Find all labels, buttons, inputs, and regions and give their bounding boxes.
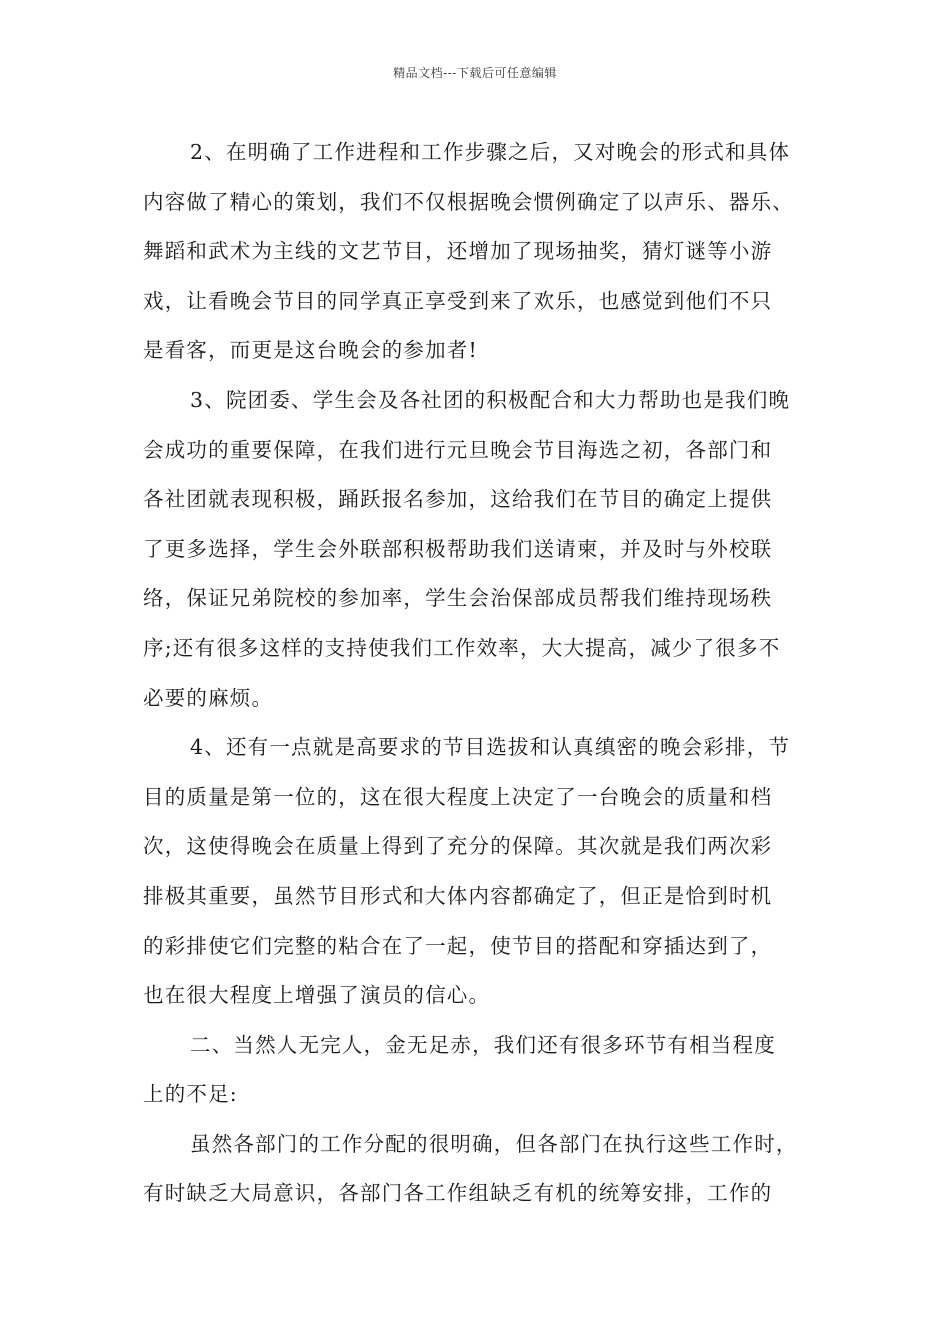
- text-line: 络，保证兄弟院校的参加率，学生会治保部成员帮我们维持现场秩: [143, 586, 773, 611]
- text-line: 各社团就表现积极，踊跃报名参加，这给我们在节目的确定上提供: [143, 487, 773, 512]
- text-line: 目的质量是第一位的，这在很大程度上决定了一台晚会的质量和档: [143, 784, 773, 809]
- text-line: 了更多选择，学生会外联部积极帮助我们送请柬，并及时与外校联: [143, 536, 773, 561]
- paragraph-item-2: [143, 128, 813, 376]
- paragraph-item-3: [143, 376, 813, 723]
- page-header: 精品文档---下载后可任意编辑: [393, 66, 557, 80]
- text-line: 舞蹈和武术为主线的文艺节目，还增加了现场抽奖，猜灯谜等小游: [143, 239, 773, 264]
- text-line: 二、当然人无完人，金无足赤，我们还有很多环节有相当程度: [190, 1032, 776, 1057]
- text-line: 是看客，而更是这台晚会的参加者!: [143, 338, 478, 363]
- paragraph-item-4: [143, 723, 813, 1021]
- text-line: 的彩排使它们完整的粘合在了一起，使节目的搭配和穿插达到了，: [143, 933, 773, 958]
- text-line: 戏，让看晚会节目的同学真正享受到来了欢乐，也感觉到他们不只: [143, 288, 773, 313]
- document-body: [143, 128, 813, 1219]
- text-line: 3、院团委、学生会及各社团的积极配合和大力帮助也是我们晚: [190, 387, 791, 412]
- text-line: 也在很大程度上增强了演员的信心。: [143, 983, 491, 1008]
- text-line: 有时缺乏大局意识，各部门各工作组缺乏有机的统筹安排，工作的: [143, 1181, 773, 1206]
- text-line: 2、在明确了工作进程和工作步骤之后，又对晚会的形式和具体: [190, 140, 791, 164]
- section-two-heading: [143, 1021, 813, 1120]
- text-line: 4、还有一点就是高要求的节目选拔和认真缜密的晚会彩排，节: [190, 735, 791, 760]
- text-line: 必要的麻烦。: [143, 685, 274, 710]
- paragraph-shortcomings: [143, 1120, 813, 1219]
- text-line: 会成功的重要保障，在我们进行元旦晚会节目海选之初，各部门和: [143, 437, 773, 462]
- text-line: 上的不足:: [143, 1082, 238, 1107]
- text-line: 排极其重要，虽然节目形式和大体内容都确定了，但正是恰到时机: [143, 883, 773, 908]
- text-line: 内容做了精心的策划，我们不仅根据晚会惯例确定了以声乐、器乐、: [143, 189, 794, 214]
- text-line: 序;还有很多这样的支持使我们工作效率，大大提高，减少了很多不: [143, 635, 781, 660]
- text-line: 次，这使得晚会在质量上得到了充分的保障。其次就是我们两次彩: [143, 834, 773, 859]
- text-line: 虽然各部门的工作分配的很明确，但各部门在执行这些工作时，: [190, 1131, 798, 1156]
